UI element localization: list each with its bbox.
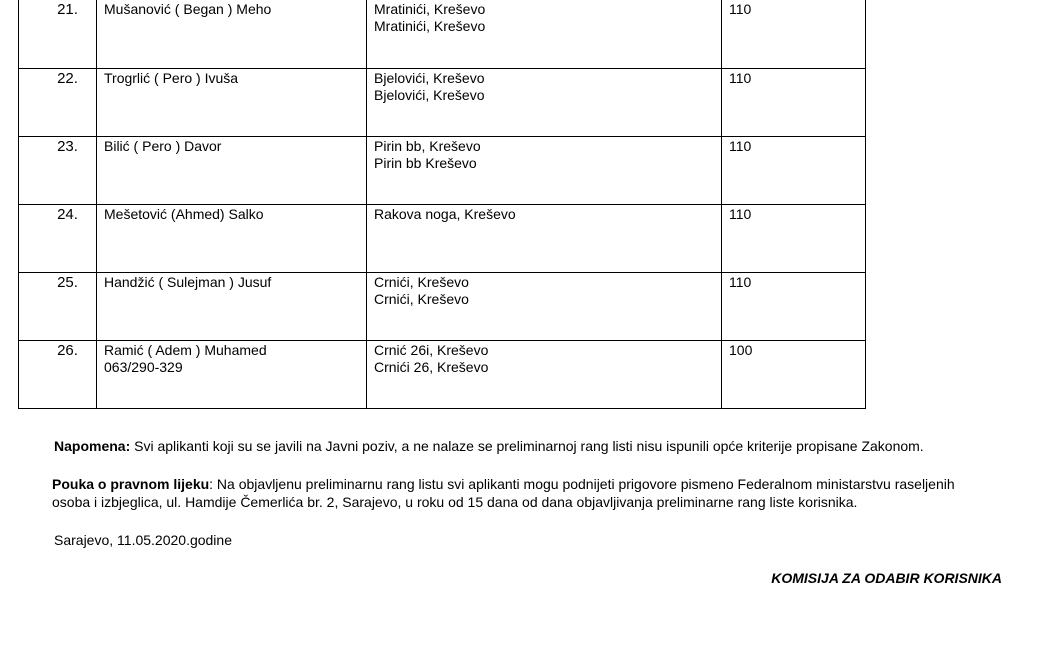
row-number: 22. [57,70,78,87]
applicant-phone: 063/290-329 [104,359,183,375]
points-value: 110 [729,138,752,154]
row-number: 26. [57,342,78,359]
applicant-table-wrapper [18,0,866,409]
napomena-label: Napomena: [54,438,131,454]
row-number-cell [19,0,97,69]
address-line: Pirin bb, Kreševo [374,138,481,154]
address-line: Crnići 26, Kreševo [374,359,489,375]
applicant-name-cell [97,0,367,69]
points-cell [722,137,866,205]
address-line: Crnići, Kreševo [374,274,469,290]
applicant-name: Trogrlić ( Pero ) Ivuša [104,70,239,86]
row-number-cell [19,137,97,205]
address-cell [367,341,722,409]
address-cell [367,137,722,205]
table-row [19,137,866,205]
address-cell [367,69,722,137]
table-row [19,273,866,341]
pouka-note [52,475,955,511]
napomena-note [54,437,924,455]
points-cell [722,341,866,409]
address-cell [367,205,722,273]
place-and-date: Sarajevo, 11.05.2020.godine [54,532,232,548]
applicant-table [18,0,866,409]
pouka-text-line2: osoba i izbjeglica, ul. Hamdije Čemerlića br. 2, Sarajevo, u roku od 15 dana od dana objavljivanja preliminarne rang liste korisnika. [52,494,858,510]
points-value: 110 [729,206,752,222]
row-number-cell [19,69,97,137]
applicant-name-cell [97,273,367,341]
table-row [19,69,866,137]
address-line: Bjelovići, Kreševo [374,70,485,86]
row-number: 21. [57,1,78,18]
points-value: 110 [729,70,752,86]
applicant-name: Ramić ( Adem ) Muhamed [104,342,267,358]
applicant-name: Mušanović ( Began ) Meho [104,1,272,17]
points-value: 110 [729,1,752,17]
address-line: Rakova noga, Kreševo [374,206,516,222]
row-number-cell [19,273,97,341]
row-number: 25. [57,274,78,291]
table-row [19,0,866,69]
applicant-name: Bilić ( Pero ) Davor [104,138,222,154]
address-line: Crnić 26i, Kreševo [374,342,489,358]
applicant-name-cell [97,69,367,137]
address-cell [367,0,722,69]
table-row [19,205,866,273]
applicant-name-cell [97,205,367,273]
points-cell [722,0,866,69]
address-line: Mratinići, Kreševo [374,18,486,34]
applicant-name-cell [97,137,367,205]
points-value: 110 [729,274,752,290]
address-line: Pirin bb Kreševo [374,155,477,171]
row-number: 24. [57,206,78,223]
address-line: Crnići, Kreševo [374,291,469,307]
address-line: Bjelovići, Kreševo [374,87,485,103]
table-row [19,341,866,409]
commission-signature: KOMISIJA ZA ODABIR KORISNIKA [771,570,1002,586]
points-value: 100 [729,342,753,358]
applicant-table-body [19,0,866,409]
row-number: 23. [57,138,78,155]
applicant-name: Handžić ( Sulejman ) Jusuf [104,274,272,290]
pouka-text-line1: : Na objavljenu preliminarnu rang listu svi aplikanti mogu podnijeti prigovore pismeno Federalnom ministarstvu raseljenih [209,476,955,492]
points-cell [722,69,866,137]
points-cell [722,205,866,273]
applicant-name: Mešetović (Ahmed) Salko [104,206,264,222]
pouka-label: Pouka o pravnom lijeku [52,476,210,492]
row-number-cell [19,341,97,409]
row-number-cell [19,205,97,273]
pouka-first-line [52,476,955,492]
address-line: Mratinići, Kreševo [374,1,486,17]
address-cell [367,273,722,341]
applicant-name-cell [97,341,367,409]
points-cell [722,273,866,341]
napomena-text: Svi aplikanti koji su se javili na Javni poziv, a ne nalaze se preliminarnoj rang listi nisu ispunili opće kriterije propisane Zakonom. [130,438,924,454]
